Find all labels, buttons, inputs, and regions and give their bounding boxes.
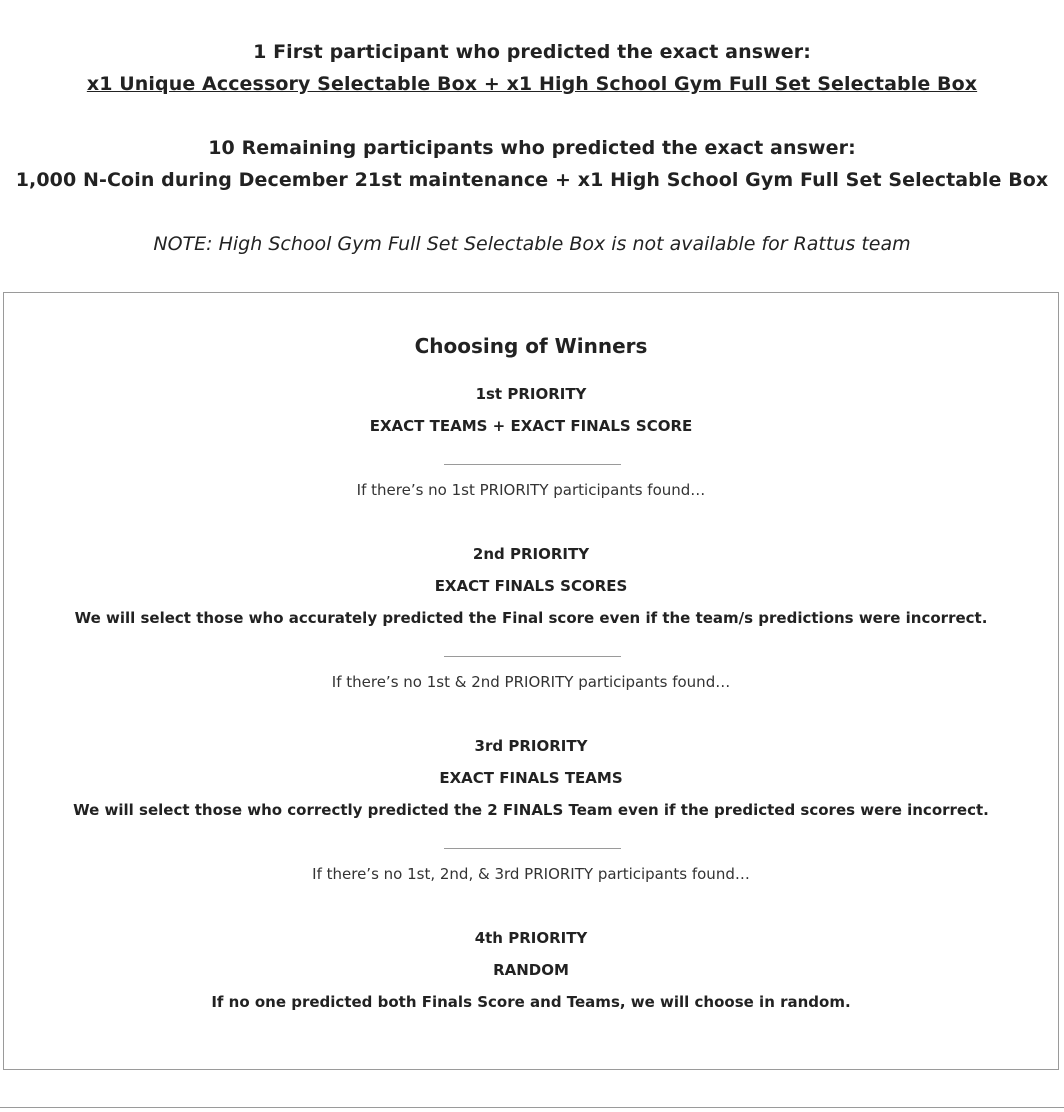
priority-2-description: We will select those who accurately predicted the Final score even if the team/s predictions were incorrect. [74,609,988,627]
priority-2-fallback: If there’s no 1st & 2nd PRIORITY participants found… [331,673,731,691]
priority-2-label: 2nd PRIORITY [472,545,590,563]
remaining-participants-title: 10 Remaining participants who predicted the exact answer: [208,137,856,159]
first-participant-prize: x1 Unique Accessory Selectable Box + x1 High School Gym Full Set Selectable Box [86,73,978,95]
first-participant-title: 1 First participant who predicted the exact answer: [253,41,811,63]
priority-3-criteria: EXACT FINALS TEAMS [439,769,623,787]
priority-2-criteria: EXACT FINALS SCORES [434,577,628,595]
priority-3-fallback: If there’s no 1st, 2nd, & 3rd PRIORITY participants found… [312,865,750,883]
divider [444,464,621,465]
remaining-participants-prize: 1,000 N-Coin during December 21st maintenance + x1 High School Gym Full Set Selectable Box [15,169,1049,191]
priority-1-criteria: EXACT TEAMS + EXACT FINALS SCORE [369,417,693,435]
choosing-winners-heading: Choosing of Winners [414,334,648,358]
priority-4-description: If no one predicted both Finals Score and Teams, we will choose in random. [211,993,851,1011]
divider [444,848,621,849]
priority-3-description: We will select those who correctly predicted the 2 FINALS Team even if the predicted scores were incorrect. [73,801,989,819]
priority-4-criteria: RANDOM [493,961,569,979]
priority-1-label: 1st PRIORITY [475,385,587,403]
choosing-winners-box [3,292,1059,1070]
priority-1-fallback: If there’s no 1st PRIORITY participants found… [356,481,706,499]
spacer [0,100,1064,132]
priority-4-label: 4th PRIORITY [474,929,588,947]
priority-3-label: 3rd PRIORITY [474,737,588,755]
divider [444,656,621,657]
rewards-section [0,36,1064,260]
rewards-note: NOTE: High School Gym Full Set Selectable Box is not available for Rattus team [153,233,911,255]
bottom-divider [0,1107,1064,1108]
